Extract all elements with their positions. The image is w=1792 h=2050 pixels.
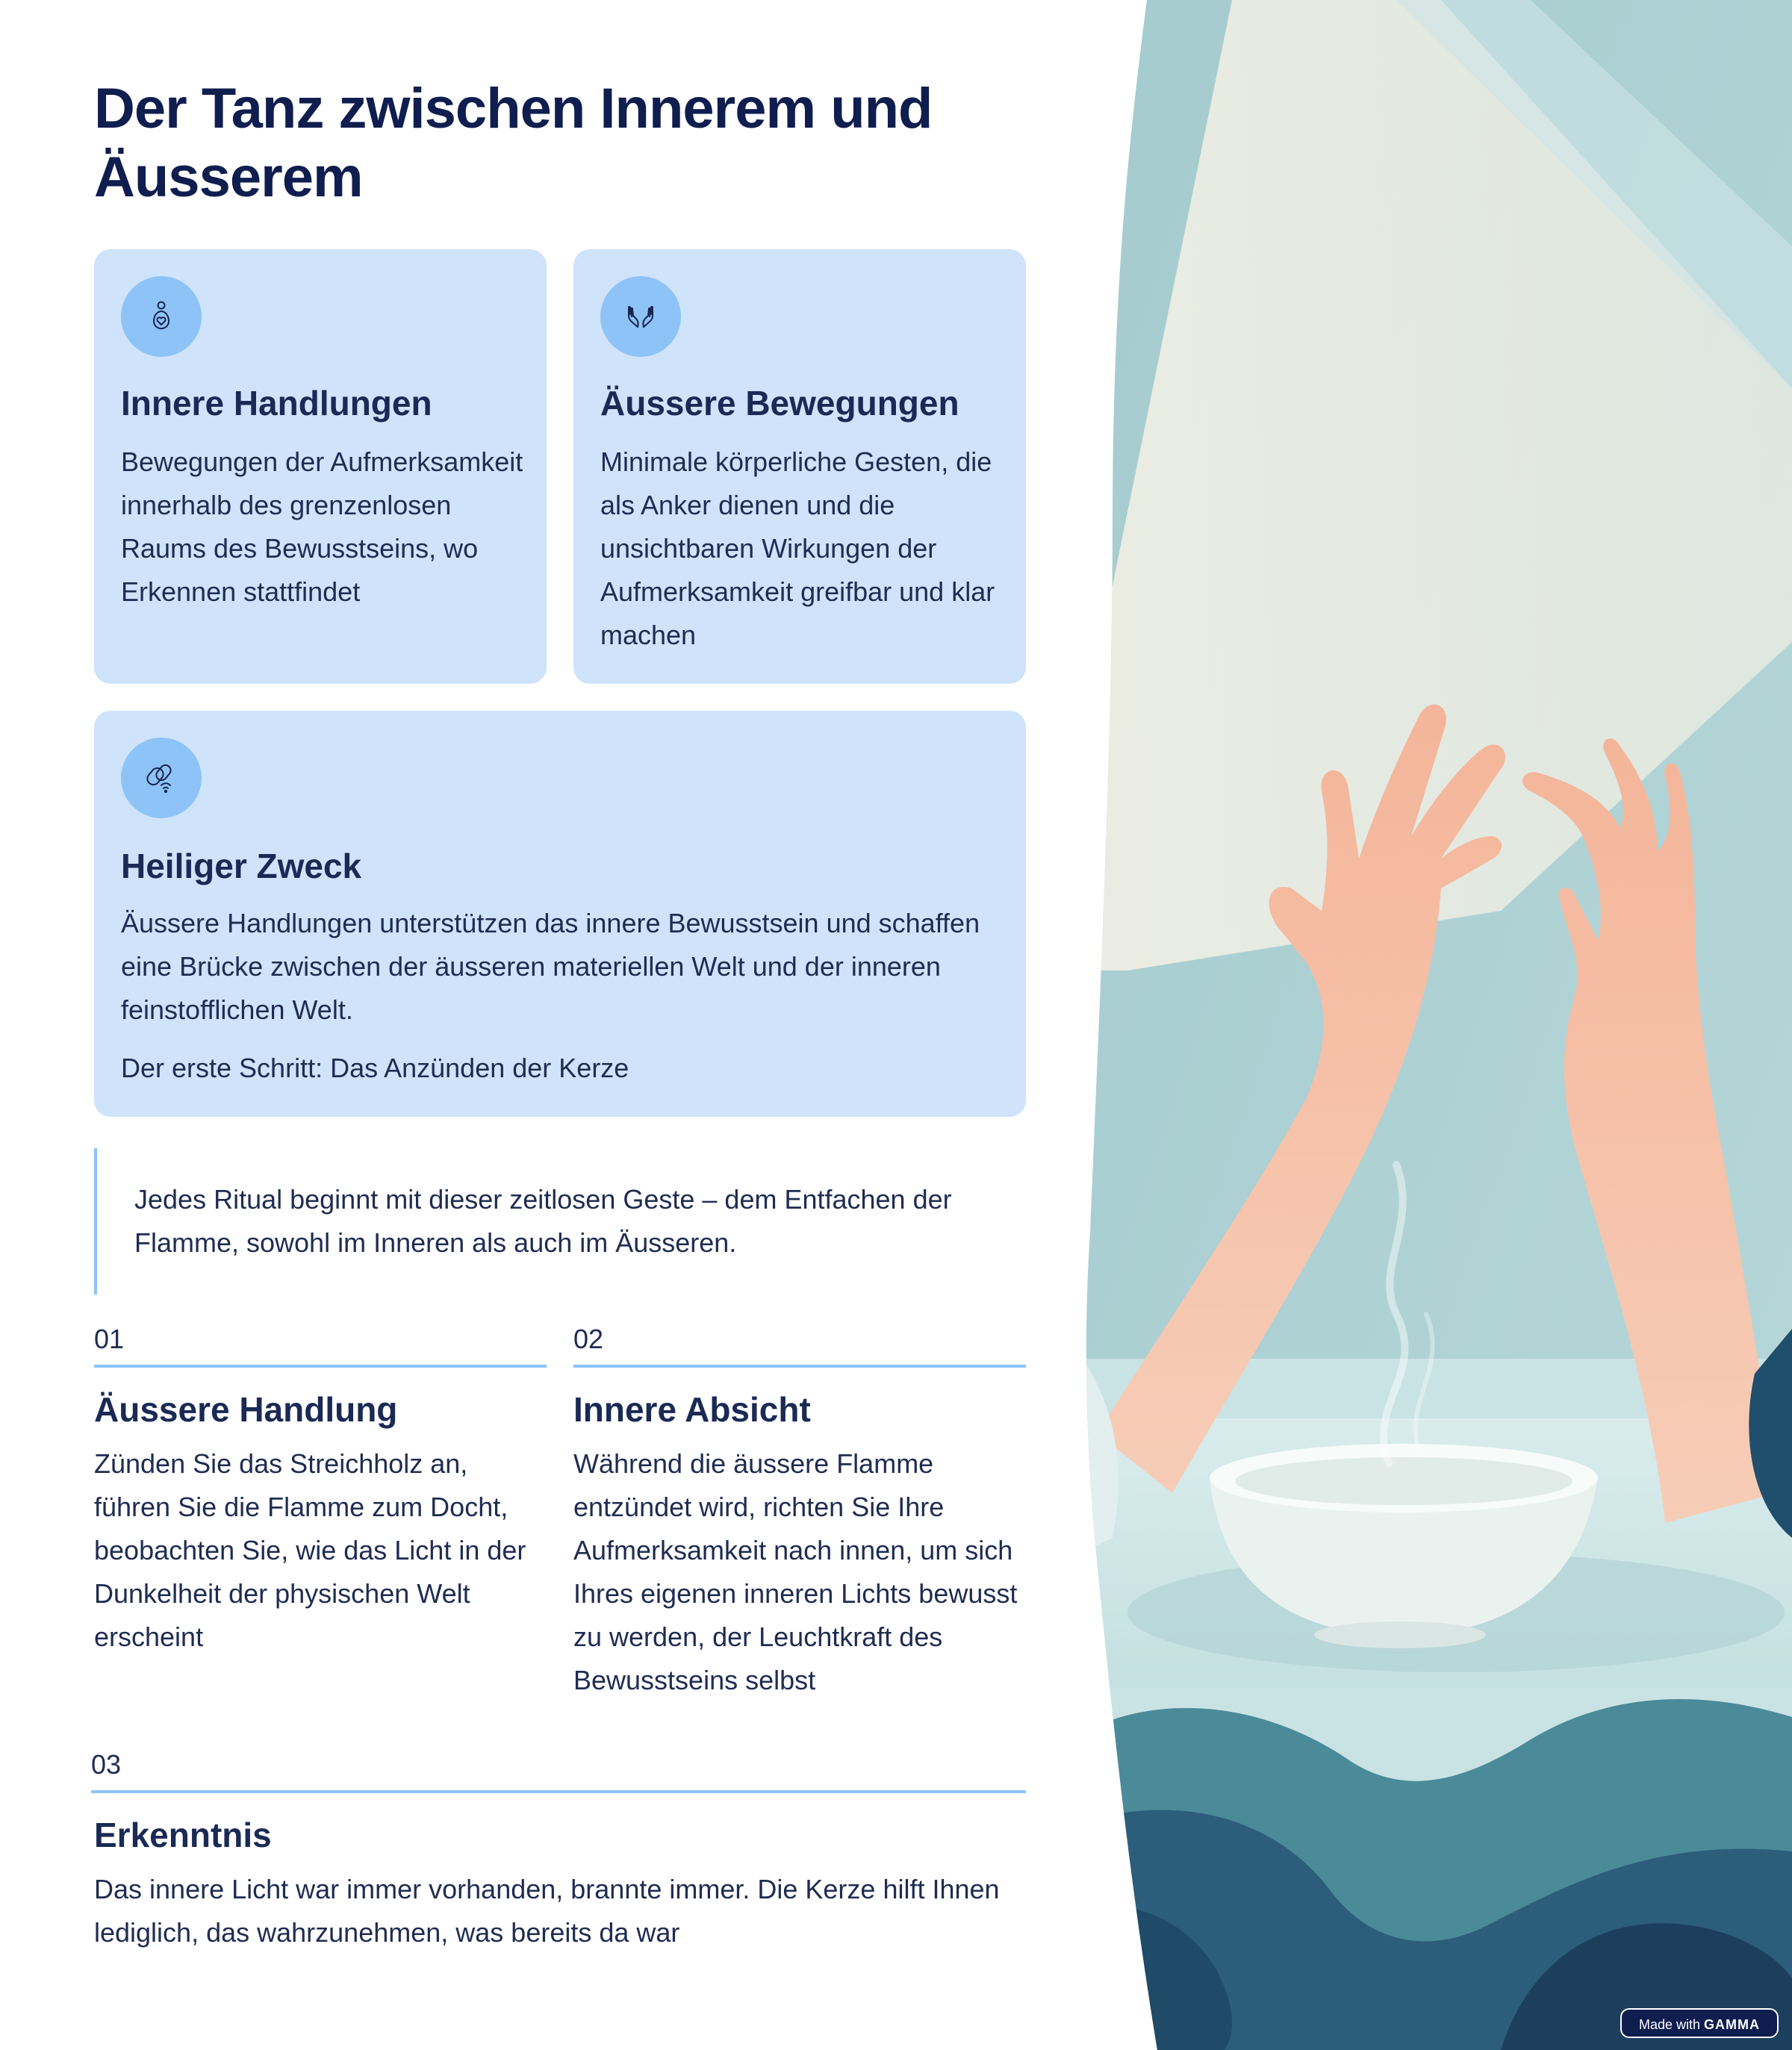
card-heiliger-zweck bbox=[94, 711, 1026, 1117]
card-text: Äussere Handlungen unterstützen das innere Bewusstsein und schaffen eine Brücke zwischen der äusseren materiellen Welt und der inneren feinstofflichen Welt. bbox=[121, 908, 980, 1025]
card-text-secondary: Der erste Schritt: Das Anzünden der Kerze bbox=[121, 1053, 629, 1083]
card-text: Bewegungen der Aufmerksamkeit innerhalb des grenzenlosen Raums des Bewusstseins, wo Erkennen stattfindet bbox=[121, 446, 523, 607]
card-text: Minimale körperliche Gesten, die als Anker dienen und die unsichtbaren Wirkungen der Aufmerksamkeit greifbar und klar machen bbox=[600, 446, 995, 650]
card-heading: Innere Handlungen bbox=[121, 384, 432, 423]
card-heading: Heiliger Zweck bbox=[121, 847, 362, 885]
card-innere-handlungen bbox=[94, 249, 547, 684]
quote-text: Jedes Ritual beginnt mit dieser zeitlosen Geste – dem Entfachen der Flamme, sowohl im Inneren als auch im Äusseren. bbox=[134, 1184, 952, 1258]
step-heading: Äussere Handlung bbox=[94, 1390, 398, 1429]
step-heading: Innere Absicht bbox=[573, 1390, 811, 1429]
open-hands-icon bbox=[600, 276, 681, 357]
step-item bbox=[573, 1323, 1026, 1696]
divider bbox=[94, 1365, 547, 1368]
step-number: 02 bbox=[573, 1324, 604, 1354]
step-item bbox=[91, 1748, 1026, 1972]
step-number: 01 bbox=[94, 1324, 125, 1354]
card-heading: Äussere Bewegungen bbox=[600, 384, 959, 423]
divider bbox=[91, 1790, 1026, 1793]
connection-signal-icon bbox=[121, 738, 202, 818]
page-title: Der Tanz zwischen Innerem und Äusserem bbox=[94, 77, 933, 209]
step-number: 03 bbox=[91, 1749, 122, 1780]
badge-prefix: Made with bbox=[1638, 2017, 1701, 2032]
step-text: Während die äussere Flamme entzündet wird, richten Sie Ihre Aufmerksamkeit nach innen, um sich Ihres eigenen inneren Lichts bewusst zu werden, der Leuchtkraft des Bewusstseins selbst bbox=[573, 1448, 1018, 1695]
meditation-heart-icon bbox=[121, 276, 202, 357]
step-text: Das innere Licht war immer vorhanden, brannte immer. Die Kerze hilft Ihnen lediglich, das wahrzunehmen, was bereits da war bbox=[94, 1874, 1000, 1948]
card-aeussere-bewegungen bbox=[573, 249, 1026, 684]
hands-bowl-illustration bbox=[1083, 0, 1792, 2050]
step-item bbox=[94, 1323, 547, 1696]
divider bbox=[573, 1365, 1026, 1368]
badge-brand: GAMMA bbox=[1704, 2017, 1761, 2032]
step-heading: Erkenntnis bbox=[94, 1816, 272, 1854]
quote-block bbox=[94, 1148, 1026, 1295]
made-with-badge[interactable] bbox=[1620, 2008, 1779, 2038]
step-text: Zünden Sie das Streichholz an, führen Sie die Flamme zum Docht, beobachten Sie, wie das Licht in der Dunkelheit der physischen Welt erscheint bbox=[94, 1448, 526, 1652]
